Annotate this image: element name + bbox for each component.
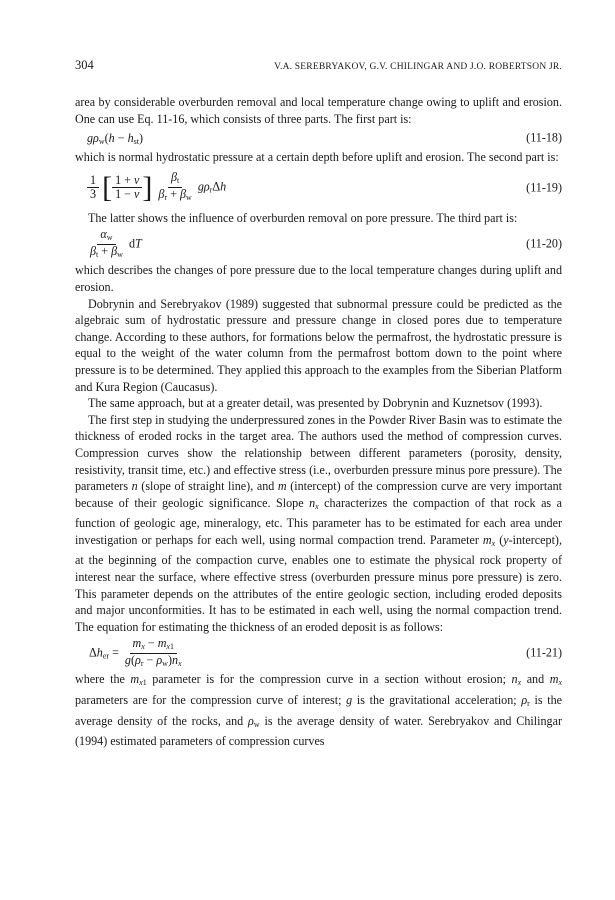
equation-body: $\Delta h_{er}$ = $\frac{m_x - m_{x1}}{g(\rho_r - \rho_w)n_x}$: [89, 635, 182, 668]
equation-number: (11-20): [526, 236, 562, 251]
running-head: V.A. SEREBRYAKOV, G.V. CHILINGAR AND J.O. ROBERTSON JR.: [274, 62, 562, 72]
equation-body: $\frac{1}{3}$ [ $\frac{1 + v}{1 - v}$ ] $\frac{\beta_t}{\beta_r + \beta_w}$ $g\rho_r\Delta h$: [87, 171, 226, 204]
equation-11-18: [75, 127, 562, 149]
paragraph-temperature: which describes the changes of pore pressure due to the local temperature changes during uplift and erosion.: [75, 263, 562, 294]
paragraph-parameters: where the $m_{x1}$ parameter is for the compression curve in a section without erosion; $n_x$ and $m_x$ parameters are for the compression curve of interest; g is the gravitational acceleration; $\rho_r$ is the average density of the rocks, and $\rho_w$ is the average density of water. Serebryakov and Chilingar (1994) estimated parameters of compression curves: [75, 672, 562, 749]
page: [75, 58, 562, 750]
equation-11-20: [75, 226, 562, 262]
page-number: 304: [75, 58, 94, 72]
paragraph-hydrostatic: which is normal hydrostatic pressure at a certain depth before uplift and erosion. The second part is:: [75, 150, 559, 165]
equation-11-19: [75, 166, 562, 210]
paragraph-latter: The latter shows the influence of overburden removal on pore pressure. The third part is:: [88, 210, 518, 225]
paragraph-approach: The same approach, but at a greater detail, was presented by Dobrynin and Kuznetsov (1993).: [88, 396, 543, 411]
equation-11-21: [75, 635, 562, 671]
equation-number: (11-21): [526, 645, 562, 660]
equation-body: $\frac{\alpha_w}{\beta_t + \beta_w}$ dT: [90, 226, 142, 259]
paragraph-intro: area by considerable overburden removal and local temperature change owing to uplift and erosion. One can use Eq. 11-16, which consists of three parts. The first part is:: [75, 95, 562, 126]
page-header: [75, 58, 562, 78]
paragraph-compression: The first step in studying the underpressured zones in the Powder River Basin was to estimate the thickness of eroded rocks in the target area. The authors used the method of compression curves. Compression curves show the relationship between different parameters (porosity, density, resistivity, transit time, etc.) and effective stress (i.e., overburden pressure minus pore pressure). The parameters n (slope of straight line), and m (intercept) of the compression curve are very important because of their geologic significance. Slope $n_x$ characterizes the compaction of that rock as a function of geologic age, mineralogy, etc. This parameter has to be estimated for each area under investigation or perhaps for each well, using normal compaction trend. Parameter $m_x$ (y-intercept), at the beginning of the compaction curve, enables one to estimate the physical rock property of interest near the surface, where effective stress (overburden pressure minus pore pressure) is zero. This parameter depends on the attributes of the entire geologic section, including eroded deposits and major unconformities. It has to be estimated in each well, using the normal compaction trend. The equation for estimating the thickness of an eroded deposit is as follows:: [75, 412, 562, 634]
equation-body: $g\rho_w(h - h_{st})$: [87, 130, 144, 146]
equation-number: (11-19): [526, 180, 562, 195]
equation-number: (11-18): [526, 130, 562, 145]
paragraph-dobrynin: Dobrynin and Serebryakov (1989) suggested that subnormal pressure could be predicted as the algebraic sum of hydrostatic pressure and pressure change in closed pores due to temperature change. According to these authors, for formations below the permafrost, the hydrostatic pressure is equal to the weight of the water column from the permafrost bottom down to the point where pressure is to be determined. They applied this approach to the examples from the Siberian Platform and Kura Region (Caucasus).: [75, 296, 562, 394]
